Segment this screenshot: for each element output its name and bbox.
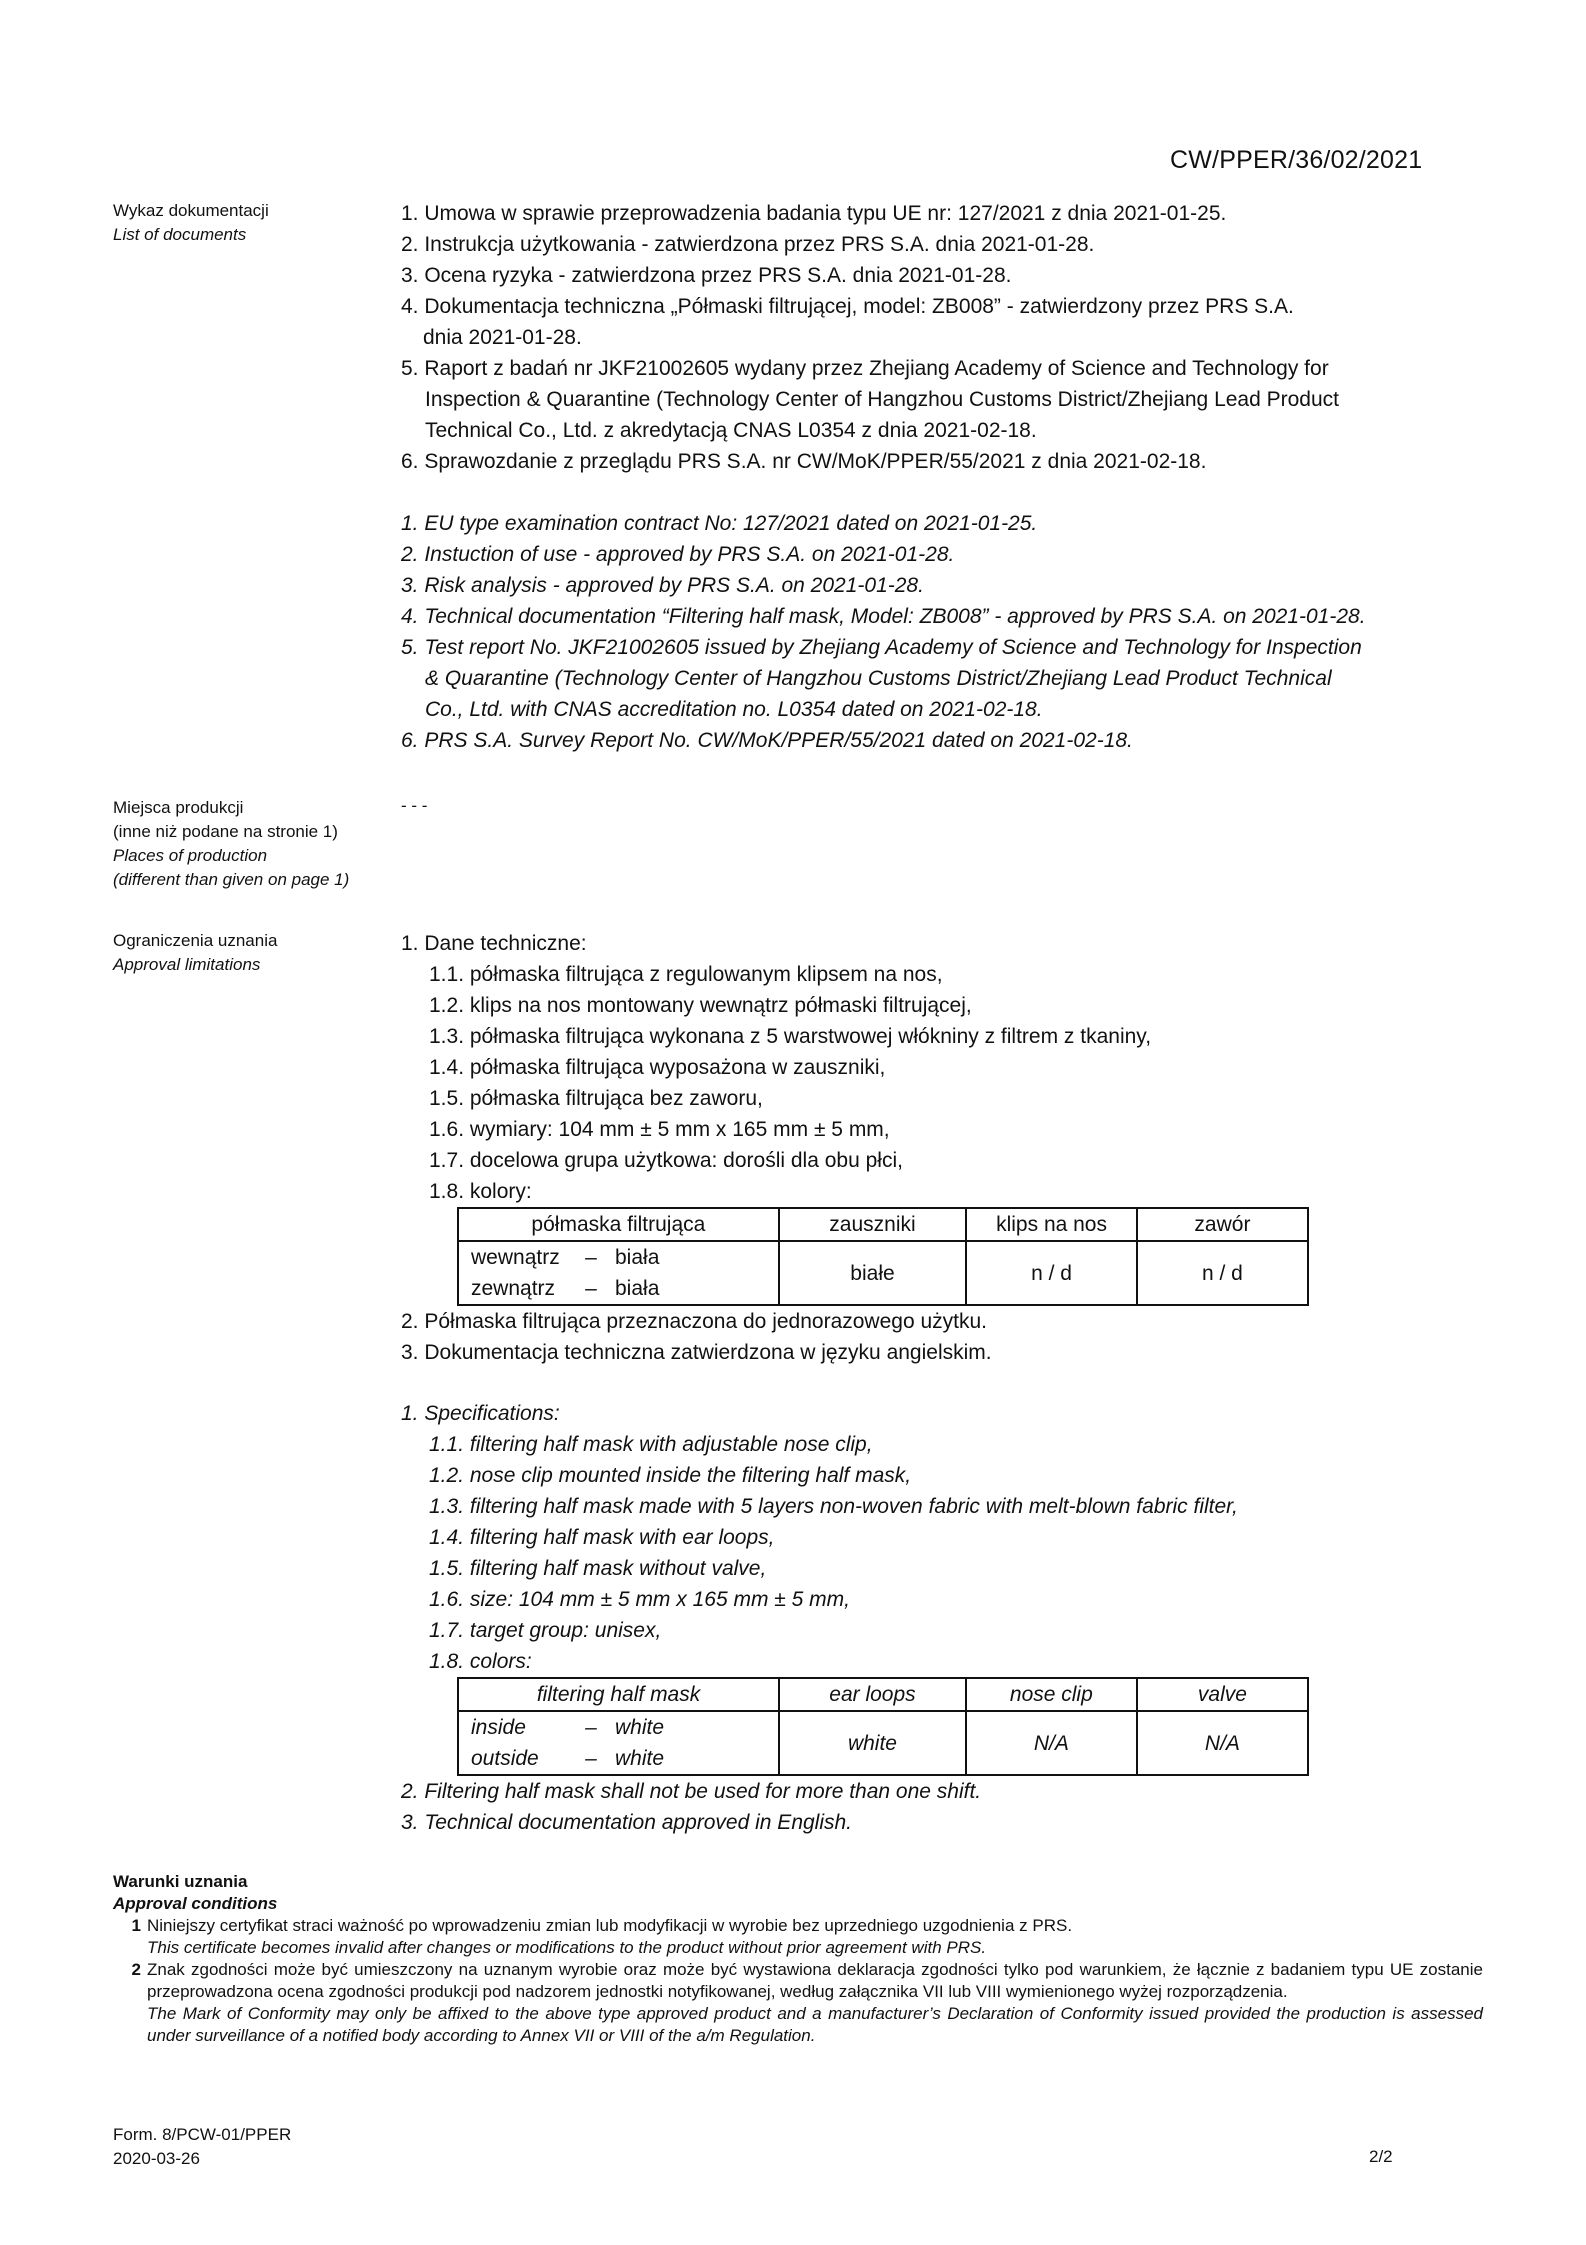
mask-color-outside [471, 1743, 772, 1774]
limitation-item: 2. Filtering half mask shall not be used for more than one shift. [401, 1780, 982, 1803]
table-header: klips na nos [966, 1208, 1137, 1241]
limitations-pl [401, 928, 1481, 1368]
spec-item: 1.3. półmaska filtrująca wykonana z 5 warstwowej włókniny z filtrem z tkaniny, [429, 1025, 1152, 1048]
production-label-pl-note: (inne niż podane na stronie 1) [113, 822, 338, 841]
list-item: 3. Ocena ryzyka - zatwierdzona przez PRS S.A. dnia 2021-01-28. [401, 264, 1012, 287]
list-item-continuation: Technical Co., Ltd. z akredytacją CNAS L0354 z dnia 2021-02-18. [425, 419, 1037, 442]
condition-text-pl: Znak zgodności może być umieszczony na uznanym wyrobie oraz może być wystawiona deklaracja zgodności tylko pod warunkiem, że łącznie z badaniem typu UE zostanie przeprowadzona ocena zgodności produkcji pod nadzorem jednostki notyfikowanej, według załącznika VII lub VIII wymienionego wyżej rozporządzenia. [147, 1960, 1483, 2001]
production-label-en: Places of production [113, 846, 268, 865]
ear-loops-color: white [779, 1711, 966, 1775]
document-number: CW/PPER/36/02/2021 [1170, 146, 1423, 174]
spec-item: 1.2. klips na nos montowany wewnątrz półmaski filtrującej, [429, 994, 972, 1017]
documents-list-en [401, 508, 1481, 756]
conditions-title-pl: Warunki uznania [113, 1872, 248, 1891]
spec-item: 1.4. półmaska filtrująca wyposażona w zauszniki, [429, 1056, 886, 1079]
spec-item: 1.2. nose clip mounted inside the filtering half mask, [429, 1464, 912, 1487]
list-item: 6. PRS S.A. Survey Report No. CW/MoK/PPER/55/2021 dated on 2021-02-18. [401, 729, 1133, 752]
list-item: 5. Test report No. JKF21002605 issued by Zhejiang Academy of Science and Technology for Inspection [401, 636, 1362, 659]
dash: – [585, 1246, 597, 1269]
dash: – [585, 1716, 597, 1739]
limitation-item: 2. Półmaska filtrująca przeznaczona do jednorazowego użytku. [401, 1310, 987, 1333]
list-item: 2. Instuction of use - approved by PRS S.A. on 2021-01-28. [401, 543, 955, 566]
condition-item [113, 1915, 1483, 1959]
form-date: 2020-03-26 [113, 2149, 200, 2168]
list-item-continuation: Co., Ltd. with CNAS accreditation no. L0354 dated on 2021-02-18. [425, 698, 1043, 721]
dash: – [585, 1747, 597, 1770]
conditions-title-en: Approval conditions [113, 1894, 278, 1913]
condition-item [113, 1959, 1483, 2047]
limitations-label-en: Approval limitations [113, 955, 261, 974]
mask-color: biała [615, 1246, 660, 1269]
table-header: nose clip [966, 1678, 1137, 1711]
mask-color: white [615, 1716, 665, 1739]
production-label [113, 796, 349, 892]
list-item: 4. Dokumentacja techniczna „Półmaski filtrującej, model: ZB008” - zatwierdzony przez PRS S.A. [401, 295, 1294, 318]
form-id: Form. 8/PCW-01/PPER [113, 2125, 292, 2144]
spec-item: 1.1. półmaska filtrująca z regulowanym klipsem na nos, [429, 963, 943, 986]
table-header-row [458, 1208, 1308, 1241]
list-item: 3. Risk analysis - approved by PRS S.A. on 2021-01-28. [401, 574, 924, 597]
spec-item: 1.6. size: 104 mm ± 5 mm x 165 mm ± 5 mm, [429, 1588, 850, 1611]
mask-color: white [615, 1747, 665, 1770]
mask-part: outside [471, 1747, 539, 1770]
spec-item: 1.7. docelowa grupa użytkowa: dorośli dla obu płci, [429, 1149, 903, 1172]
list-item: 1. Umowa w sprawie przeprowadzenia badania typu UE nr: 127/2021 z dnia 2021-01-25. [401, 202, 1227, 225]
table-header: valve [1137, 1678, 1308, 1711]
condition-text-en: This certificate becomes invalid after changes or modifications to the product without prior agreement with PRS. [147, 1938, 987, 1957]
list-item: 6. Sprawozdanie z przeglądu PRS S.A. nr CW/MoK/PPER/55/2021 z dnia 2021-02-18. [401, 450, 1207, 473]
spec-item: 1.5. filtering half mask without valve, [429, 1557, 767, 1580]
list-item: 1. EU type examination contract No: 127/2021 dated on 2021-01-25. [401, 512, 1038, 535]
documents-label-en: List of documents [113, 225, 247, 244]
table-header: zawór [1137, 1208, 1308, 1241]
condition-text-en: The Mark of Conformity may only be affixed to the above type approved product and a manufacturer’s Declaration of Conformity issued provided the production is assessed under surveillance of a notified body according to Annex VII or VIII of the a/m Regulation. [147, 2004, 1483, 2045]
approval-conditions [113, 1871, 1483, 2047]
colors-table-pl [457, 1207, 1309, 1306]
table-header-row [458, 1678, 1308, 1711]
limitation-item: 3. Dokumentacja techniczna zatwierdzona w języku angielskim. [401, 1341, 992, 1364]
mask-colors-cell [458, 1241, 779, 1305]
limitations-label-pl: Ograniczenia uznania [113, 931, 278, 950]
documents-list-pl [401, 198, 1481, 477]
spec-item: 1.8. kolory: [429, 1180, 532, 1203]
limitations-label [113, 929, 277, 977]
list-item: 4. Technical documentation “Filtering half mask, Model: ZB008” - approved by PRS S.A. on 2021-01-28. [401, 605, 1366, 628]
spec-item: 1.4. filtering half mask with ear loops, [429, 1526, 775, 1549]
spec-item: 1.6. wymiary: 104 mm ± 5 mm x 165 mm ± 5 mm, [429, 1118, 890, 1141]
list-item-continuation: & Quarantine (Technology Center of Hangzhou Customs District/Zhejiang Lead Product Technical [425, 667, 1332, 690]
spec-item: 1.7. target group: unisex, [429, 1619, 662, 1642]
production-label-pl: Miejsca produkcji [113, 798, 244, 817]
condition-number: 1 [131, 1916, 141, 1935]
production-value: - - - [401, 796, 428, 815]
table-header: filtering half mask [458, 1678, 779, 1711]
mask-part: inside [471, 1716, 526, 1739]
spec-item: 1.1. filtering half mask with adjustable nose clip, [429, 1433, 873, 1456]
limitation-item: 3. Technical documentation approved in English. [401, 1811, 853, 1834]
condition-text-pl: Niniejszy certyfikat straci ważność po wprowadzeniu zmian lub modyfikacji w wyrobie bez uprzedniego uzgodnienia z PRS. [147, 1916, 1073, 1935]
documents-label [113, 199, 269, 247]
condition-number: 2 [131, 1960, 141, 1979]
table-header: ear loops [779, 1678, 966, 1711]
footer [113, 2123, 291, 2171]
list-item: 5. Raport z badań nr JKF21002605 wydany przez Zhejiang Academy of Science and Technology for [401, 357, 1329, 380]
list-item-continuation: Inspection & Quarantine (Technology Center of Hangzhou Customs District/Zhejiang Lead Product [425, 388, 1339, 411]
valve-color: n / d [1137, 1241, 1308, 1305]
list-item-continuation: dnia 2021-01-28. [423, 326, 582, 349]
colors-table-en [457, 1677, 1309, 1776]
ear-loops-color: białe [779, 1241, 966, 1305]
dash: – [585, 1277, 597, 1300]
valve-color: N/A [1137, 1711, 1308, 1775]
nose-clip-color: n / d [966, 1241, 1137, 1305]
limitations-en [401, 1398, 1481, 1838]
mask-color-outside [471, 1273, 772, 1304]
mask-color-inside [471, 1242, 772, 1273]
page-number: 2/2 [1369, 2147, 1393, 2166]
mask-colors-cell [458, 1711, 779, 1775]
table-header: zauszniki [779, 1208, 966, 1241]
mask-part: zewnątrz [471, 1277, 556, 1300]
table-row [458, 1241, 1308, 1305]
spec-item: 1.8. colors: [429, 1650, 532, 1673]
documents-label-pl: Wykaz dokumentacji [113, 201, 269, 220]
production-label-en-note: (different than given on page 1) [113, 870, 350, 889]
specs-heading: 1. Specifications: [401, 1402, 560, 1425]
mask-color: biała [615, 1277, 660, 1300]
table-header: półmaska filtrująca [458, 1208, 779, 1241]
mask-color-inside [471, 1712, 772, 1743]
specs-heading: 1. Dane techniczne: [401, 932, 587, 955]
mask-part: wewnątrz [471, 1246, 560, 1269]
nose-clip-color: N/A [966, 1711, 1137, 1775]
table-row [458, 1711, 1308, 1775]
spec-item: 1.5. półmaska filtrująca bez zaworu, [429, 1087, 763, 1110]
list-item: 2. Instrukcja użytkowania - zatwierdzona przez PRS S.A. dnia 2021-01-28. [401, 233, 1095, 256]
spec-item: 1.3. filtering half mask made with 5 layers non-woven fabric with melt-blown fabric filter, [429, 1495, 1238, 1518]
